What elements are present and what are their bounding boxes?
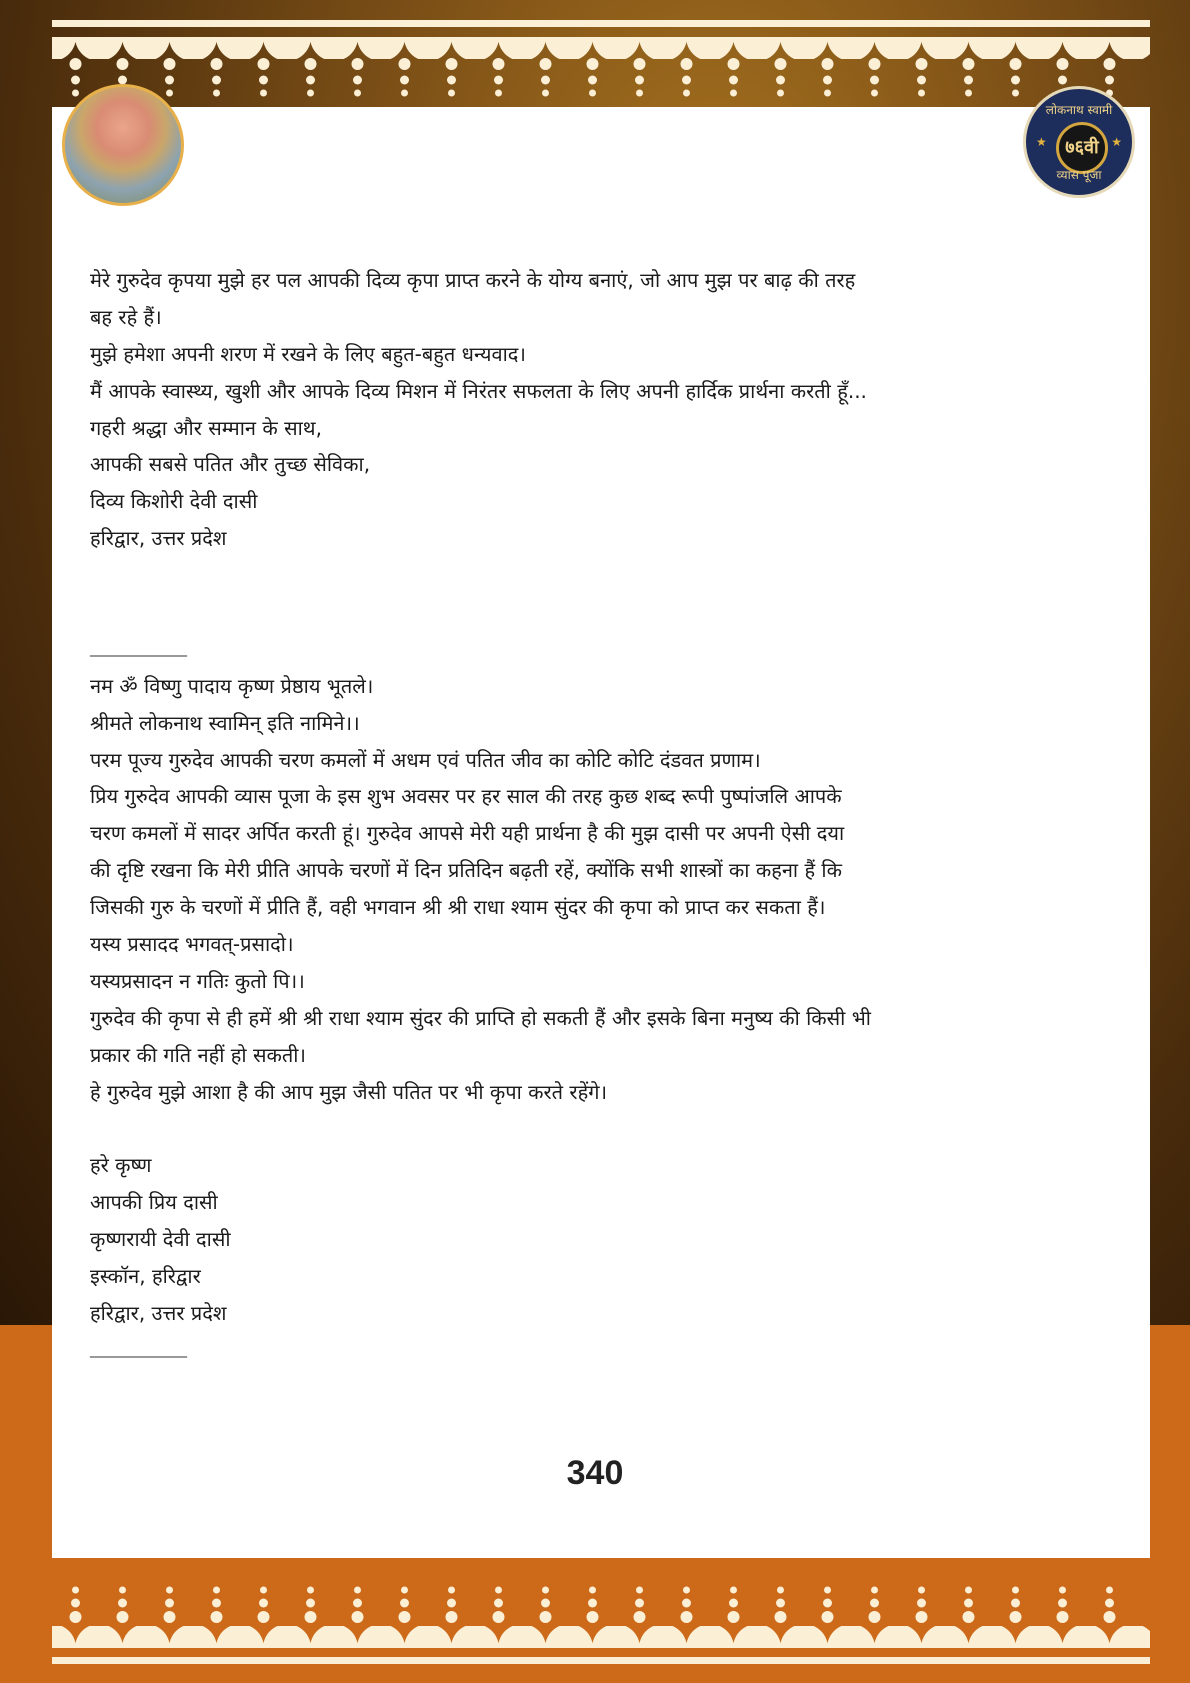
letter-line: बह रहे हैं। — [90, 304, 162, 329]
star-icon: ★ — [1036, 135, 1047, 149]
emblem-bottom-text: व्यास पूजा — [1056, 168, 1102, 182]
letter-line: परम पूज्य गुरुदेव आपकी चरण कमलों में अधम एवं पतित जीव का कोटि कोटि दंडवत प्रणाम। — [90, 747, 761, 772]
separator: ________________ — [90, 640, 186, 657]
letter-line: दिव्य किशोरी देवी दासी — [90, 489, 258, 514]
letter-line: हे गुरुदेव मुझे आशा है की आप मुझ जैसी पतित पर भी कृपा करते रहेंगे। — [90, 1079, 608, 1104]
letter-line: की दृष्टि रखना कि मेरी प्रीति आपके चरणों में दिन प्रतिदिन बढ़ती रहें, क्योंकि सभी शास्त्रों का कहना हैं कि — [90, 858, 842, 883]
letter-line: चरण कमलों में सादर अर्पित करती हूं। गुरुदेव आपसे मेरी यही प्रार्थना है की मुझ दासी पर अपनी ऐसी दया — [90, 821, 845, 846]
letter-line: प्रिय गुरुदेव आपकी व्यास पूजा के इस शुभ अवसर पर हर साल की तरह कुछ शब्द रूपी पुष्पांजलि आपके — [90, 784, 842, 809]
emblem-top-text: लोकनाथ स्वामी — [1045, 103, 1113, 117]
guru-portrait-photo — [62, 84, 184, 206]
letter-line: श्रीमते लोकनाथ स्वामिन् इति नामिने।। — [90, 710, 360, 735]
page-number: 340 — [566, 1454, 624, 1492]
letter-body — [90, 262, 1120, 1369]
letter-line: प्रकार की गति नहीं हो सकती। — [90, 1042, 307, 1067]
star-icon: ★ — [1111, 135, 1122, 149]
letter-line: जिसकी गुरु के चरणों में प्रीति हैं, वही भगवान श्री श्री राधा श्याम सुंदर की कृपा को प्राप्त कर सकता हैं। — [90, 895, 826, 920]
letter-line: नम ॐ विष्णु पादाय कृष्ण प्रेष्ठाय भूतले। — [90, 673, 374, 698]
letter-line: हरे कृष्ण — [90, 1153, 152, 1178]
letter-line: कृष्णरायी देवी दासी — [90, 1227, 231, 1252]
letter-line: आपकी सबसे पतित और तुच्छ सेविका, — [90, 452, 371, 477]
letter-line: इस्कॉन, हरिद्वार — [90, 1264, 201, 1289]
top-scallop-border — [52, 37, 1150, 59]
top-border-line — [52, 20, 1150, 27]
bottom-border-line — [52, 1657, 1150, 1664]
letter-line: हरिद्वार, उत्तर प्रदेश — [90, 526, 227, 551]
letter-line — [90, 1110, 1120, 1147]
bottom-dot-border — [52, 1583, 1150, 1623]
vyasa-puja-emblem-logo — [1023, 86, 1135, 198]
letter-line: मुझे हमेशा अपनी शरण में रखने के लिए बहुत-बहुत धन्यवाद। — [90, 341, 526, 366]
letter-line: यस्य प्रसादद भगवत्-प्रसादो। — [90, 932, 294, 957]
letter-line: गुरुदेव की कृपा से ही हमें श्री श्री राधा श्याम सुंदर की प्राप्ति हो सकती हैं और इसके बिना मनुष्य की किसी भी — [90, 1005, 871, 1030]
letter-line: मैं आपके स्वास्थ्य, खुशी और आपके दिव्य मिशन में निरंतर सफलता के लिए अपनी हार्दिक प्रार्थना करती हूँ... — [90, 378, 867, 403]
top-dot-border — [52, 58, 1150, 98]
letter-line: मेरे गुरुदेव कृपया मुझे हर पल आपकी दिव्य कृपा प्राप्त करने के योग्य बनाएं, जो आप मुझ पर बाढ़ की तरह — [90, 268, 856, 292]
letter-line: हरिद्वार, उत्तर प्रदेश — [90, 1300, 227, 1325]
letter-line: यस्यप्रसादन न गतिः कुतो पि।। — [90, 968, 305, 993]
emblem-number: ७६वी — [1056, 122, 1108, 174]
bottom-scallop-border — [52, 1626, 1150, 1648]
letter-line: आपकी प्रिय दासी — [90, 1190, 218, 1215]
separator: ________________ — [90, 1341, 186, 1358]
letter-line: गहरी श्रद्धा और सम्मान के साथ, — [90, 415, 322, 440]
